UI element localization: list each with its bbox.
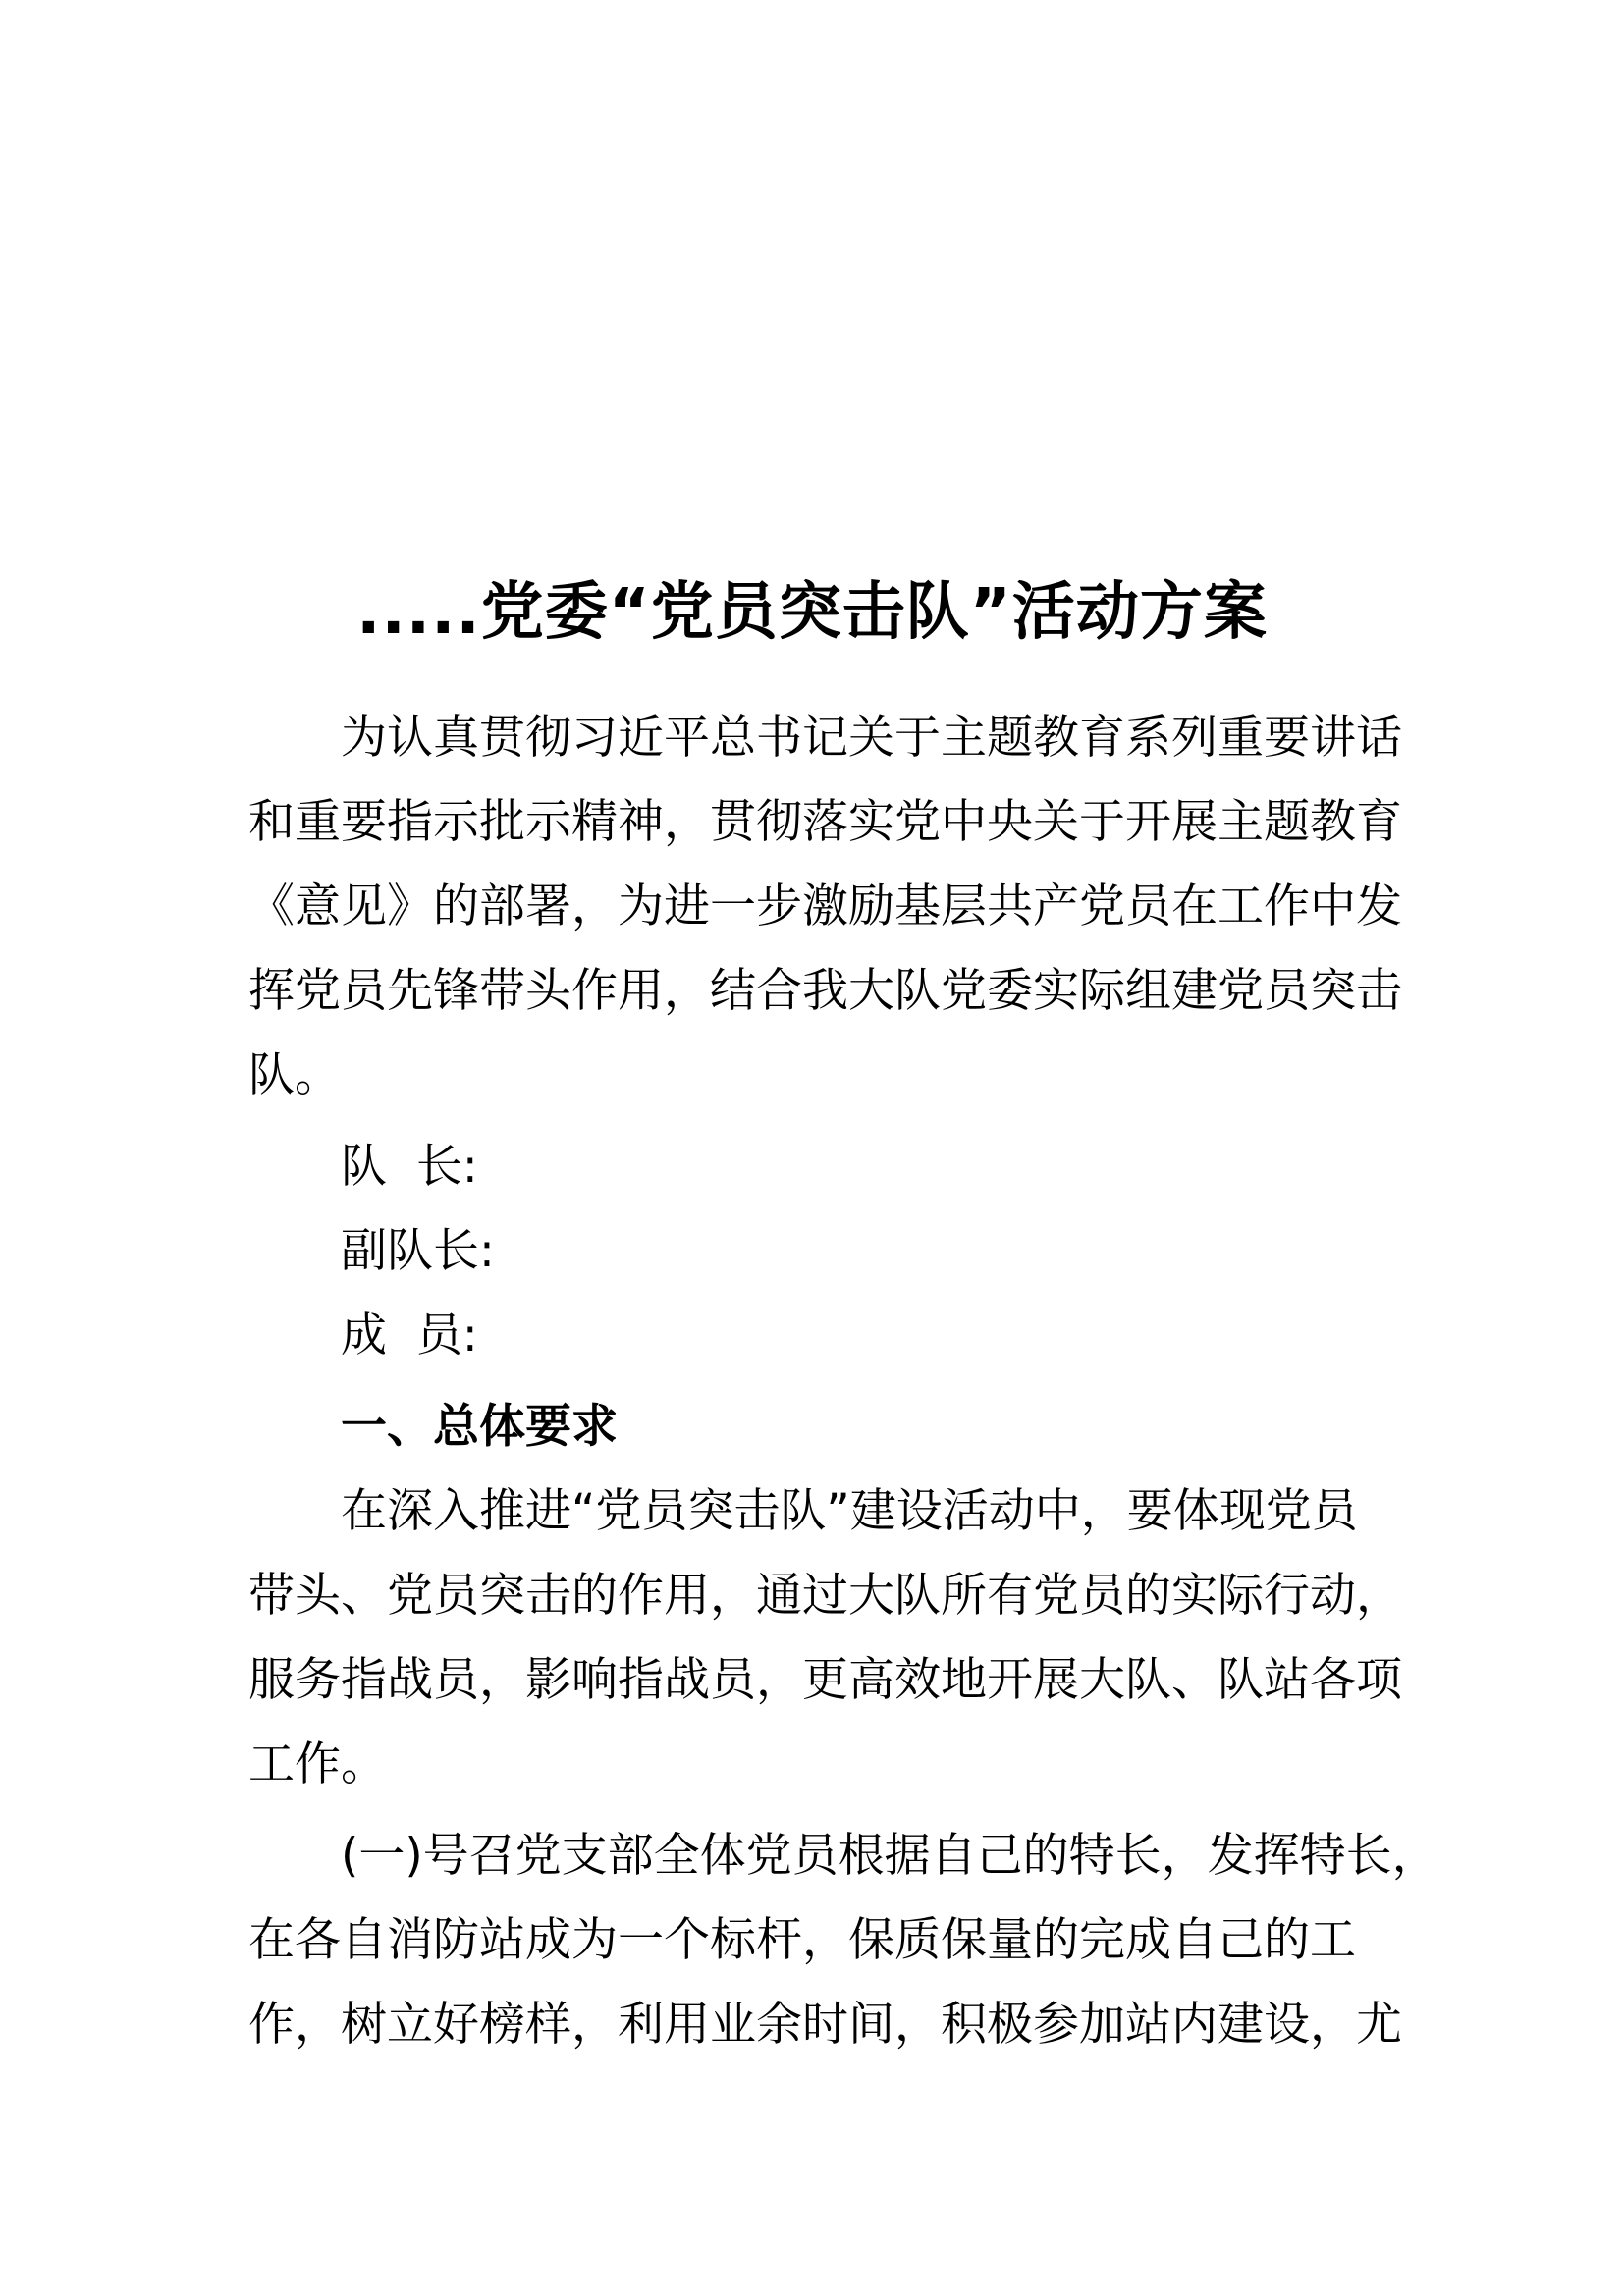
roster-members-label: 成 员:	[341, 1308, 478, 1362]
roster-members	[248, 1294, 1348, 1378]
text-line: 在各自消防站成为一个标杆，保质保量的完成自己的工	[248, 1913, 1356, 1967]
roster-leader	[248, 1125, 1348, 1209]
text-line: 和重要指示批示精神，贯彻落实党中央关于开展主题教育	[248, 795, 1402, 849]
text-line: 工作。	[248, 1737, 387, 1791]
text-line: 队。	[248, 1048, 341, 1102]
section-heading: 一、总体要求	[341, 1400, 618, 1454]
document-title: .....党委“党员突击队”活动方案	[356, 576, 1268, 649]
roster-deputy	[248, 1209, 1348, 1294]
document-body	[248, 696, 1438, 2067]
roster-leader-label: 队 长:	[341, 1140, 478, 1194]
text-line: 在深入推进“党员突击队”建设活动中，要体现党员	[341, 1484, 1358, 1538]
text-line: 《意见》的部署，为进一步激励基层共产党员在工作中发	[248, 880, 1402, 934]
text-line: 带头、党员突击的作用，通过大队所有党员的实际行动，	[248, 1569, 1402, 1623]
text-line: 挥党员先锋带头作用，结合我大队党委实际组建党员突击	[248, 964, 1402, 1018]
roster-deputy-label: 副队长:	[341, 1224, 495, 1278]
text-line: 服务指战员，影响指战员，更高效地开展大队、队站各项	[248, 1653, 1402, 1707]
text-line: 为认真贯彻习近平总书记关于主题教育系列重要讲话	[341, 711, 1402, 765]
text-line: 作，树立好榜样，利用业余时间，积极参加站内建设，尤	[248, 1998, 1402, 2052]
section-1	[248, 1385, 1402, 1807]
text-line: (一)号召党支部全体党员根据自己的特长，发挥特长，	[341, 1829, 1438, 1883]
roster	[248, 1125, 1348, 1378]
intro-paragraph	[248, 696, 1402, 1118]
section-1-item-1	[248, 1814, 1438, 2067]
